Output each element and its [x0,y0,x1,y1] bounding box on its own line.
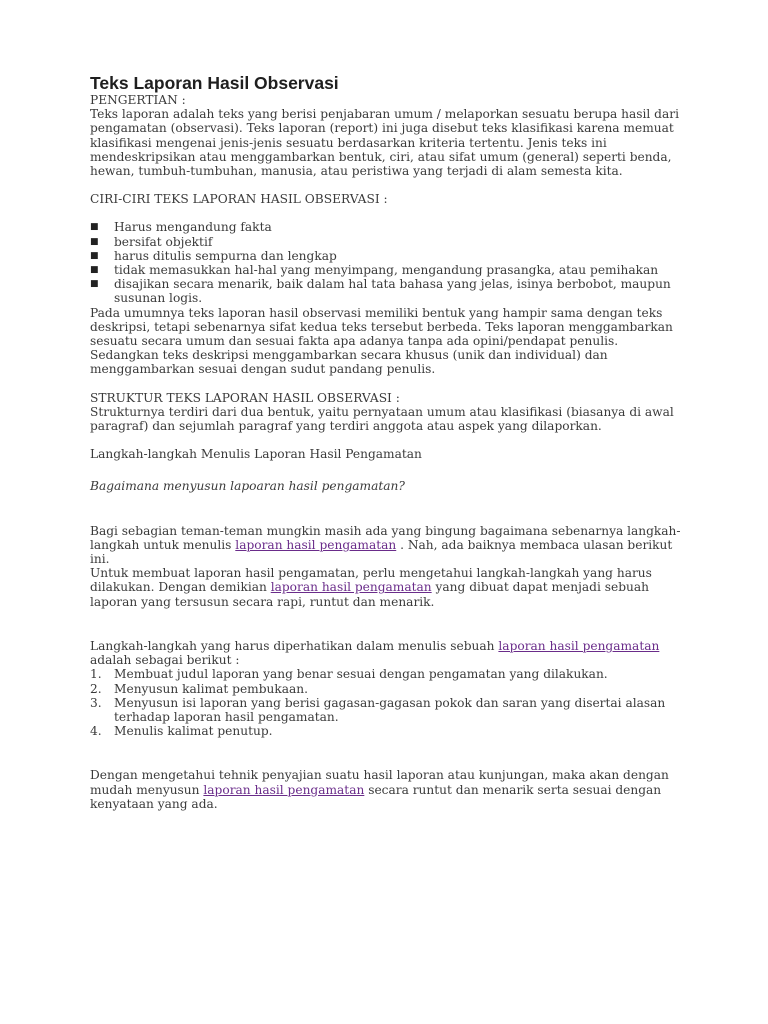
pengertian-heading: PENGERTIAN : [90,93,186,107]
struktur-body: Strukturnya terdiri dari dua bentuk, yaitu pernyataan umum atau klasifikasi (biasanya di awal paragraf) dan sejumlah paragraf yang terdiri anggota atau aspek yang dilaporkan. [90,404,674,434]
ciri-list [90,220,690,305]
struktur-heading: STRUKTUR TEKS LAPORAN HASIL OBSERVASI : [90,390,400,405]
langkah-paragraph-1: Bagi sebagian teman-teman mungkin masih ada yang bingung bagaimana sebenarnya langkah-langkah untuk menulis laporan hasil pengamatan . Nah, ada baiknya membaca ulasan berikut ini. [90,523,681,567]
langkah-heading: Langkah-langkah Menulis Laporan Hasil Pengamatan [90,447,422,462]
list-item: 2. Menyusun kalimat pembukaan. [90,681,309,696]
laporan-link[interactable]: laporan hasil pengamatan [235,537,397,552]
ciri-paragraph: Pada umumnya teks laporan hasil observasi memiliki bentuk yang hampir sama dengan teks deskripsi, tetapi sebenarnya sifat kedua teks tersebut berbeda. Teks laporan menggambarkan sesuatu secara umum dan sesuai fakta apa adanya tanpa ada opini/pendapat penulis. Sedangkan teks deskripsi menggambarkan secara khusus (unik dan individual) dan menggambarkan sesuai dengan sudut pandang penulis. [90,305,673,377]
bullet-icon: ■ [90,265,99,276]
list-item: 3. Menyusun isi laporan yang berisi gagasan-gagasan pokok dan saran yang disertai alasan terhadap laporan hasil pengamatan. [90,695,666,724]
list-item: 4. Menulis kalimat penutup. [90,724,273,739]
langkah-paragraph-4: Dengan mengetahui tehnik penyajian suatu hasil laporan atau kunjungan, maka akan dengan mudah menyusun laporan hasil pengamatan secara runtut dan menarik serta sesuai dengan kenyataan yang ada. [90,768,669,811]
laporan-link[interactable]: laporan hasil pengamatan [270,580,432,595]
bullet-icon: ■ [90,222,99,233]
laporan-link[interactable]: laporan hasil pengamatan [203,782,365,797]
list-item: 1. Membuat judul laporan yang benar sesuai dengan pengamatan yang dilakukan. [90,667,608,682]
langkah-paragraph-3: Langkah-langkah yang harus diperhatikan dalam menulis sebuah laporan hasil pengamatan adalah sebagai berikut : [90,638,660,668]
list-item: ■ harus ditulis sempurna dan lengkap [90,248,337,263]
list-item: ■ disajikan secara menarik, baik dalam hal tata bahasa yang jelas, isinya berbobot, maupun susunan logis. [90,277,671,306]
laporan-link[interactable]: laporan hasil pengamatan [498,638,660,653]
list-item: ■ bersifat objektif [90,234,213,249]
pengertian-body: Teks laporan adalah teks yang berisi penjabaran umum / melaporkan sesuatu berupa hasil dari pengamatan (observasi). Teks laporan (report) ini juga disebut teks klasifikasi karena memuat klasifikasi mengenai jenis-jenis sesuatu berdasarkan kriteria tertentu. Jenis teks ini mendeskripsikan atau menggambarkan bentuk, ciri, atau sifat umum (general) seperti benda, hewan, tumbuh-tumbuhan, manusia, atau peristiwa yang terjadi di alam semesta kita. [90,107,679,179]
langkah-paragraph-2: Untuk membuat laporan hasil pengamatan, perlu mengetahui langkah-langkah yang harus dilakukan. Dengan demikian laporan hasil pengamatan yang dibuat dapat menjadi sebuah laporan yang tersusun secara rapi, runtut dan menarik. [90,566,652,609]
bullet-icon: ■ [90,236,99,247]
bullet-icon: ■ [90,279,99,290]
document-title: Teks Laporan Hasil Observasi [90,73,339,93]
document-page [90,74,690,811]
steps-list [90,667,690,738]
list-item: ■ Harus mengandung fakta [90,220,272,235]
langkah-question: Bagaimana menyusun lapoaran hasil pengamatan? [90,479,405,494]
bullet-icon: ■ [90,250,99,261]
list-item: ■ tidak memasukkan hal-hal yang menyimpang, mengandung prasangka, atau pemihakan [90,263,659,278]
ciri-heading: CIRI-CIRI TEKS LAPORAN HASIL OBSERVASI : [90,192,388,207]
